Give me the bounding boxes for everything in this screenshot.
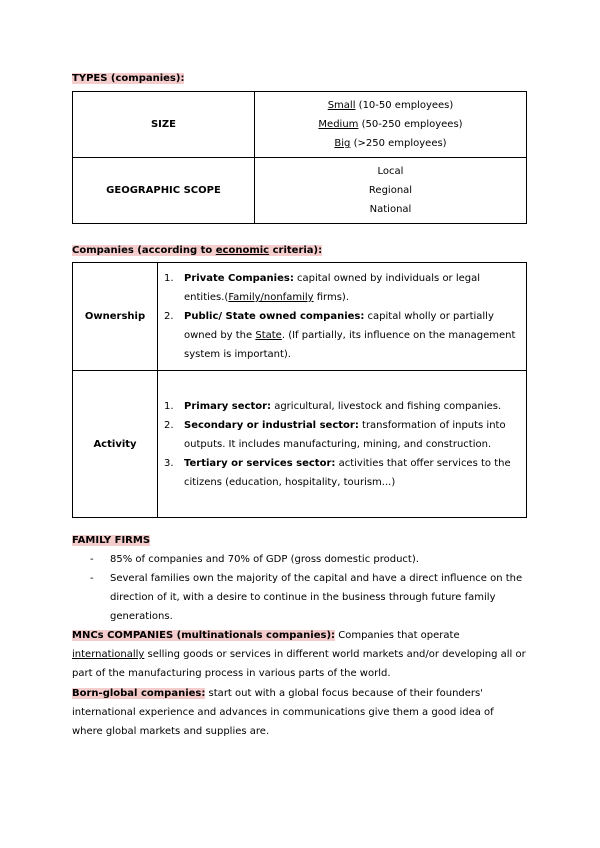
mnc-heading: MNCs COMPANIES (multinationals companies): bbox=[72, 630, 336, 641]
family-firms-list bbox=[72, 550, 527, 626]
family-bullet-2: - Several families own the majority of the capital and have a direct influence on the direction of it, with a desire to continue in the business through future family generations. bbox=[90, 573, 523, 622]
activity-item-tertiary: 3. Tertiary or services sector: activities that offer services to the citizens (education, hospitality, tourism...) bbox=[164, 457, 511, 488]
family-bullet-1: - 85% of companies and 70% of GDP (gross domestic product). bbox=[90, 554, 419, 565]
econ-table bbox=[72, 262, 527, 518]
geo-label: GEOGRAPHIC SCOPE bbox=[73, 158, 255, 224]
activity-item-secondary: 2. Secondary or industrial sector: transformation of inputs into outputs. It includes manufacturing, mining, and construction. bbox=[164, 419, 506, 450]
born-global-heading: Born-global companies: bbox=[72, 688, 206, 699]
size-values bbox=[255, 92, 527, 158]
activity-label: Activity bbox=[73, 371, 158, 518]
ownership-label: Ownership bbox=[73, 263, 158, 371]
types-heading: TYPES (companies): bbox=[72, 73, 185, 84]
geo-local: Local bbox=[377, 166, 404, 177]
geo-national: National bbox=[369, 204, 412, 215]
ownership-item-public: 2. Public/ State owned companies: capital wholly or partially owned by the State. (If partially, its influence on the management system is important). bbox=[164, 311, 516, 360]
born-global-paragraph: Born-global companies: start out with a global focus because of their founders' international experience and advances in communications give them a good idea of where global markets and supplies are. bbox=[72, 688, 494, 737]
size-medium: Medium (50-250 employees) bbox=[318, 119, 463, 130]
geo-values bbox=[255, 158, 527, 224]
econ-heading: Companies (according to economic criteria): bbox=[72, 245, 323, 256]
size-table bbox=[72, 91, 527, 224]
mnc-paragraph: MNCs COMPANIES (multinationals companies): Companies that operate internationally selling goods or services in different world markets and/or developing all or part of the manufacturing process in various parts of the world. bbox=[72, 630, 526, 679]
ownership-list bbox=[158, 263, 527, 371]
size-big: Big (>250 employees) bbox=[334, 138, 447, 149]
size-small: Small (10-50 employees) bbox=[327, 100, 454, 111]
size-label: SIZE bbox=[73, 92, 255, 158]
activity-item-primary: 1. Primary sector: agricultural, livestock and fishing companies. bbox=[164, 400, 502, 412]
ownership-item-private: 1. Private Companies: capital owned by individuals or legal entities.(Family/nonfamily firms). bbox=[164, 273, 481, 303]
activity-list bbox=[158, 371, 527, 518]
family-firms-heading: FAMILY FIRMS bbox=[72, 535, 151, 546]
geo-regional: Regional bbox=[368, 185, 413, 196]
